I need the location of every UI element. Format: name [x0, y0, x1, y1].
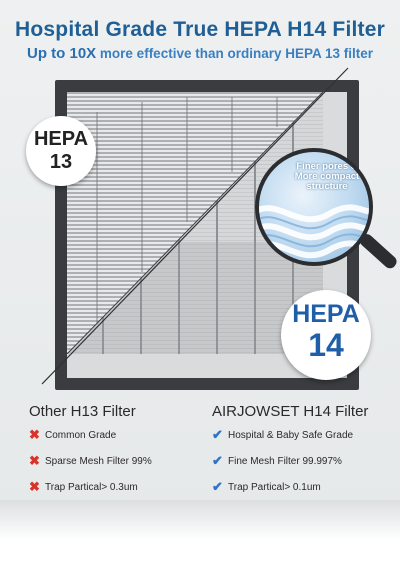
- cross-icon: ✖: [29, 479, 40, 494]
- airjowset-feature-2-label: Fine Mesh Filter 99.997%: [228, 455, 342, 467]
- other-feature-1: [29, 427, 116, 443]
- cross-icon: ✖: [29, 453, 40, 468]
- airjowset-feature-3: [212, 479, 321, 495]
- magnifier-caption: Finer pores & More compact structure: [294, 161, 360, 192]
- magnifier-lens: [255, 148, 373, 266]
- hepa14-badge: [281, 290, 371, 380]
- airjowset-feature-3-label: Trap Partical> 0.1um: [228, 481, 321, 493]
- check-icon: ✔: [212, 427, 223, 442]
- hepa13-badge-line2: 13: [49, 151, 73, 173]
- airjowset-feature-1: [212, 427, 353, 443]
- page-title: Hospital Grade True HEPA H14 Filter: [15, 18, 385, 41]
- other-feature-2: [29, 453, 152, 469]
- other-feature-1-label: Common Grade: [45, 429, 117, 441]
- check-icon: ✔: [212, 453, 223, 468]
- other-feature-3-label: Trap Partical> 0.3um: [45, 481, 138, 493]
- hepa14-badge-line2: 14: [308, 327, 344, 363]
- check-icon: ✔: [212, 479, 223, 494]
- other-filter-title: Other H13 Filter: [29, 403, 136, 420]
- hepa13-badge: [26, 116, 96, 186]
- hepa13-badge-line1: HEPA: [33, 128, 89, 150]
- airjowset-feature-2: [212, 453, 342, 469]
- other-feature-2-label: Sparse Mesh Filter 99%: [45, 455, 152, 467]
- subtitle-rest: more effective than ordinary HEPA 13 filter: [96, 46, 374, 61]
- cross-icon: ✖: [29, 427, 40, 442]
- airjowset-filter-title: AIRJOWSET H14 Filter: [212, 403, 369, 420]
- airjowset-feature-1-label: Hospital & Baby Safe Grade: [228, 429, 354, 441]
- hepa14-badge-line1: HEPA: [292, 300, 360, 328]
- other-feature-3: [29, 479, 138, 495]
- subtitle-highlight: Up to 10X: [26, 45, 97, 62]
